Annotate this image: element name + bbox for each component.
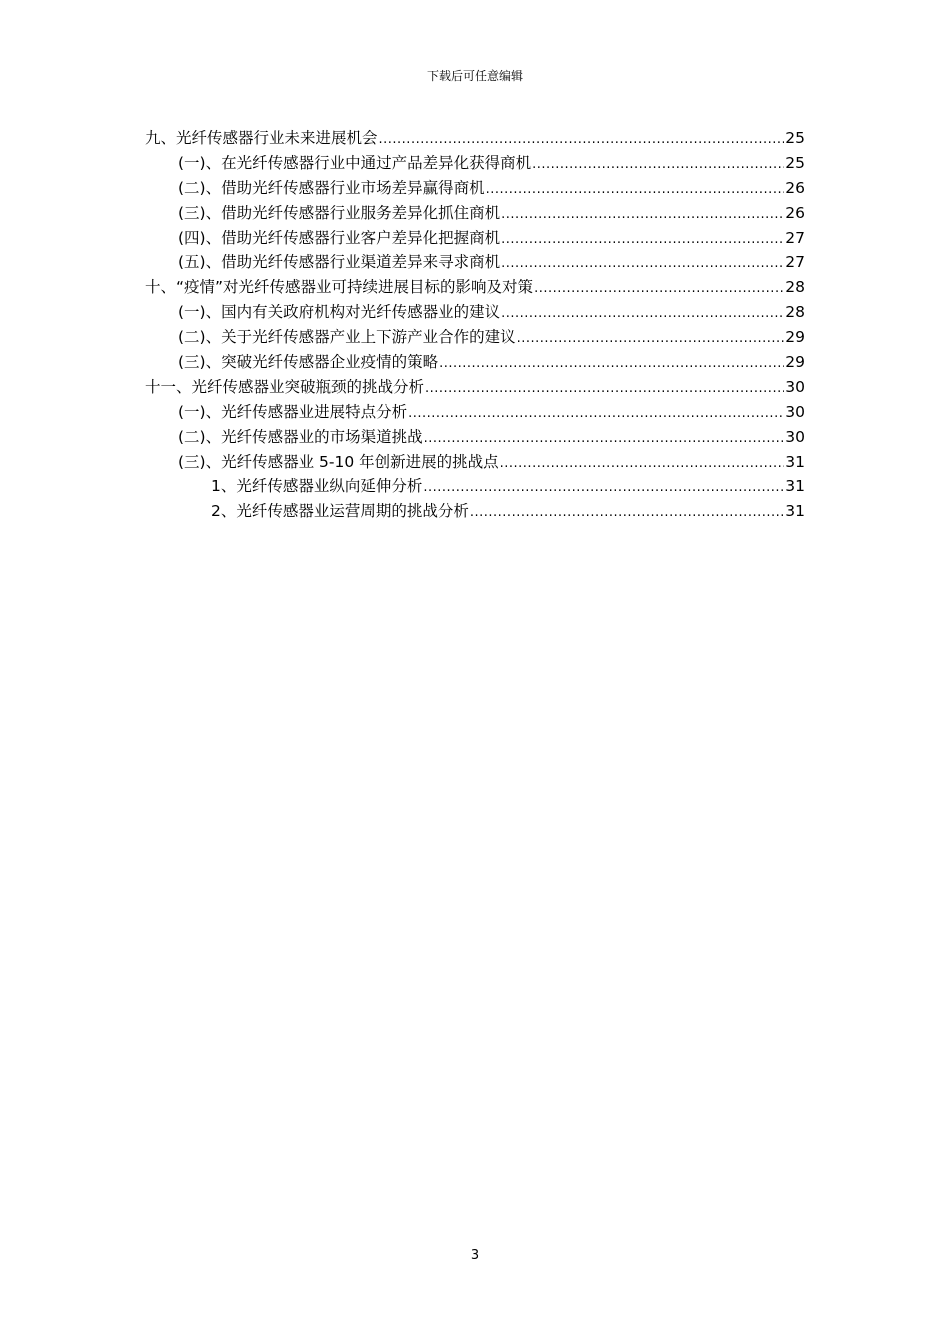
toc-entry[interactable] xyxy=(145,325,805,350)
toc-entry-page: 26 xyxy=(785,178,805,197)
toc-entry-page: 31 xyxy=(785,452,805,471)
page-number: 3 xyxy=(470,1248,480,1263)
toc-entry-title: (二)、借助光纤传感器行业市场差异赢得商机 xyxy=(178,178,485,197)
toc-entry-page: 25 xyxy=(785,129,805,147)
toc-entry-title: (五)、借助光纤传感器行业渠道差异来寻求商机 xyxy=(178,253,501,272)
toc-dot-leader xyxy=(408,402,784,425)
toc-entry-page: 31 xyxy=(785,477,805,496)
toc-entry-title: (二)、关于光纤传感器产业上下游产业合作的建议 xyxy=(178,328,516,347)
toc-entry-page: 30 xyxy=(785,427,805,446)
toc-entry-title: 2、光纤传感器业运营周期的挑战分析 xyxy=(211,502,469,521)
toc-dot-leader xyxy=(501,252,784,275)
toc-entry[interactable] xyxy=(145,474,805,499)
toc-entry-title: (一)、光纤传感器业进展特点分析 xyxy=(178,402,408,421)
toc-dot-leader xyxy=(501,302,784,325)
toc-entry[interactable] xyxy=(145,425,805,450)
toc-entry-page: 30 xyxy=(785,402,805,421)
toc-entry[interactable] xyxy=(145,275,805,300)
toc-entry-title: (一)、在光纤传感器行业中通过产品差异化获得商机 xyxy=(178,153,532,172)
toc-entry[interactable] xyxy=(145,126,805,151)
toc-entry-title: (三)、光纤传感器业 5-10 年创新进展的挑战点 xyxy=(178,452,499,471)
toc-entry-title: 十、“疫情”对光纤传感器业可持续进展目标的影响及对策 xyxy=(145,278,534,297)
toc-dot-leader xyxy=(470,501,784,524)
toc-dot-leader xyxy=(532,153,784,176)
toc-entry[interactable] xyxy=(145,450,805,475)
toc-entry[interactable] xyxy=(145,226,805,251)
toc-dot-leader xyxy=(486,178,785,201)
page-header: 下载后可任意编辑 xyxy=(426,69,523,83)
toc-entry[interactable] xyxy=(145,300,805,325)
toc-entry-title: 九、光纤传感器行业未来进展机会 xyxy=(145,129,378,147)
toc-entry-title: (三)、借助光纤传感器行业服务差异化抓住商机 xyxy=(178,203,501,222)
toc-entry-page: 30 xyxy=(785,377,805,396)
toc-entry[interactable] xyxy=(145,250,805,275)
toc-entry-title: 1、光纤传感器业纵向延伸分析 xyxy=(211,477,423,496)
toc-entry[interactable] xyxy=(145,400,805,425)
toc-entry[interactable] xyxy=(145,350,805,375)
table-of-contents xyxy=(145,126,805,524)
toc-dot-leader xyxy=(425,377,784,400)
toc-entry-page: 28 xyxy=(785,303,805,322)
toc-entry-title: (一)、国内有关政府机构对光纤传感器业的建议 xyxy=(178,303,501,322)
toc-entry[interactable] xyxy=(145,151,805,176)
toc-entry[interactable] xyxy=(145,201,805,226)
toc-entry-page: 27 xyxy=(785,228,805,247)
toc-dot-leader xyxy=(439,352,784,375)
toc-entry-title: (四)、借助光纤传感器行业客户差异化把握商机 xyxy=(178,228,501,247)
toc-entry-page: 26 xyxy=(785,203,805,222)
toc-entry[interactable] xyxy=(145,499,805,524)
toc-entry[interactable] xyxy=(145,375,805,400)
toc-entry-page: 28 xyxy=(785,278,805,297)
toc-entry-title: 十一、光纤传感器业突破瓶颈的挑战分析 xyxy=(145,377,425,396)
toc-dot-leader xyxy=(501,228,784,251)
toc-dot-leader xyxy=(517,327,785,350)
toc-dot-leader xyxy=(500,452,785,475)
toc-dot-leader xyxy=(423,476,784,499)
toc-entry-page: 29 xyxy=(785,353,805,372)
toc-dot-leader xyxy=(379,128,785,151)
toc-entry-page: 31 xyxy=(785,502,805,521)
toc-entry-title: (三)、突破光纤传感器企业疫情的策略 xyxy=(178,353,439,372)
toc-entry[interactable] xyxy=(145,176,805,201)
toc-dot-leader xyxy=(534,277,784,300)
toc-entry-title: (二)、光纤传感器业的市场渠道挑战 xyxy=(178,427,423,446)
toc-dot-leader xyxy=(501,203,784,226)
toc-entry-page: 25 xyxy=(785,153,805,172)
toc-entry-page: 27 xyxy=(785,253,805,272)
toc-dot-leader xyxy=(424,427,785,450)
toc-entry-page: 29 xyxy=(785,328,805,347)
